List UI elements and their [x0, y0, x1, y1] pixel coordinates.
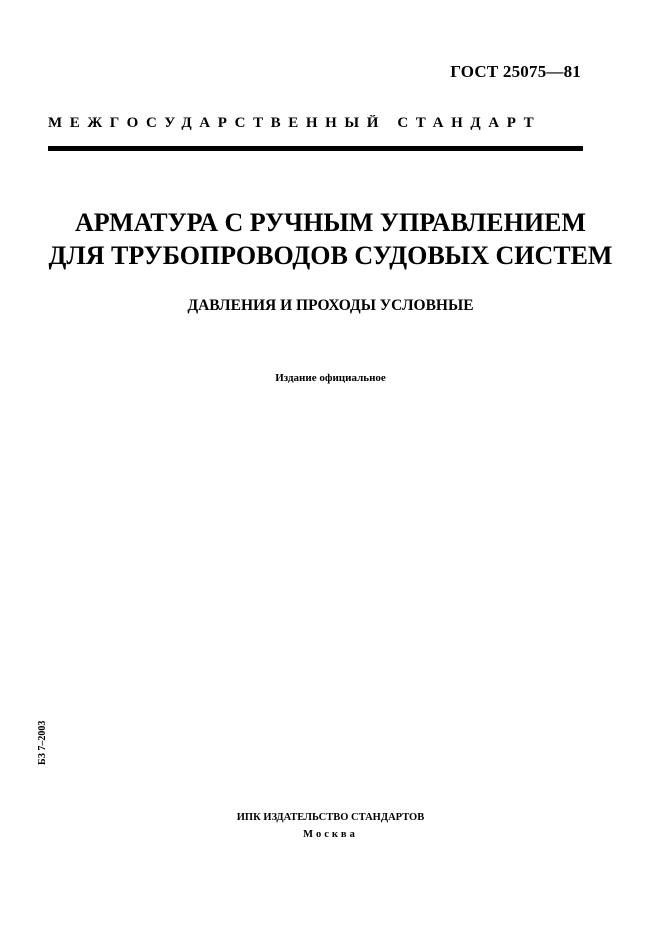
title-line-2: ДЛЯ ТРУБОПРОВОДОВ СУДОВЫХ СИСТЕМ — [48, 241, 613, 270]
publisher-city: Москва — [303, 829, 358, 840]
document-code: ГОСТ 25075—81 — [450, 62, 581, 81]
standard-type-heading: МЕЖГОСУДАРСТВЕННЫЙ СТАНДАРТ — [48, 115, 542, 131]
document-title — [30, 206, 631, 272]
side-catalog-code: БЗ 7–2003 — [37, 720, 48, 765]
title-line-1: АРМАТУРА С РУЧНЫМ УПРАВЛЕНИЕМ — [75, 208, 586, 237]
document-subtitle: ДАВЛЕНИЯ И ПРОХОДЫ УСЛОВНЫЕ — [187, 297, 474, 314]
header-rule — [48, 146, 583, 151]
edition-note: Издание официальное — [275, 372, 386, 384]
publisher-name: ИПК ИЗДАТЕЛЬСТВО СТАНДАРТОВ — [236, 812, 425, 823]
